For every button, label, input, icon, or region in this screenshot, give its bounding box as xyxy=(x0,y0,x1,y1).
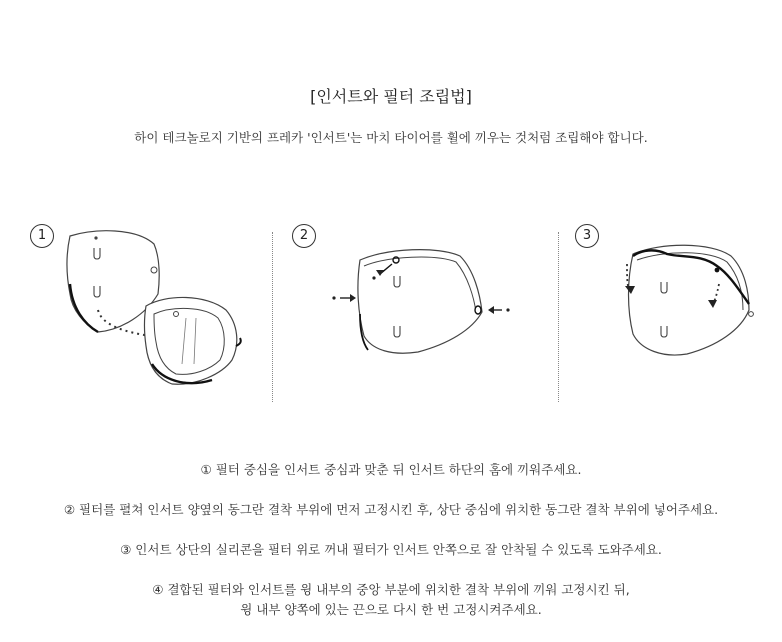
instruction-step-2: ② 필터를 펼쳐 인서트 양옆의 동그란 결착 부위에 먼저 고정시킨 후, 상단 중심에 위치한 동그란 결착 부위에 넣어주세요. xyxy=(63,502,719,517)
step-3-illustration xyxy=(571,214,782,404)
filter-insert-step1-drawing xyxy=(26,214,286,404)
instruction-step-3: ③ 인서트 상단의 실리콘을 필터 위로 꺼내 필터가 인서트 안쪽으로 잘 안착될 수 있도록 도와주세요. xyxy=(120,542,662,557)
step-1-number: 1 xyxy=(30,224,54,248)
instruction-step-1: ① 필터 중심을 인서트 중심과 맞춘 뒤 인서트 하단의 홈에 끼워주세요. xyxy=(200,462,582,477)
instruction-step-4-line-1: ④ 결합된 필터와 인서트를 윙 내부의 중앙 부분에 위치한 결착 부위에 끼워 고정시킨 뒤, xyxy=(152,582,630,597)
step-divider-1 xyxy=(272,232,273,402)
step-2-number: 2 xyxy=(292,224,316,248)
step-divider-2 xyxy=(558,232,559,402)
step-1-illustration xyxy=(26,214,286,404)
instruction-step-4-line-2: 윙 내부 양쪽에 있는 끈으로 다시 한 번 고정시켜주세요. xyxy=(240,602,542,617)
step-2-illustration xyxy=(288,214,548,404)
filter-insert-step3-drawing xyxy=(571,214,782,404)
page-subtitle: 하이 테크놀로지 기반의 프레카 '인서트'는 마치 타이어를 휠에 끼우는 것처럼 조립해야 합니다. xyxy=(134,130,648,145)
page-title: [인서트와 필터 조립법] xyxy=(310,87,472,106)
filter-insert-step2-drawing xyxy=(288,214,548,404)
step-3-number: 3 xyxy=(575,224,599,248)
